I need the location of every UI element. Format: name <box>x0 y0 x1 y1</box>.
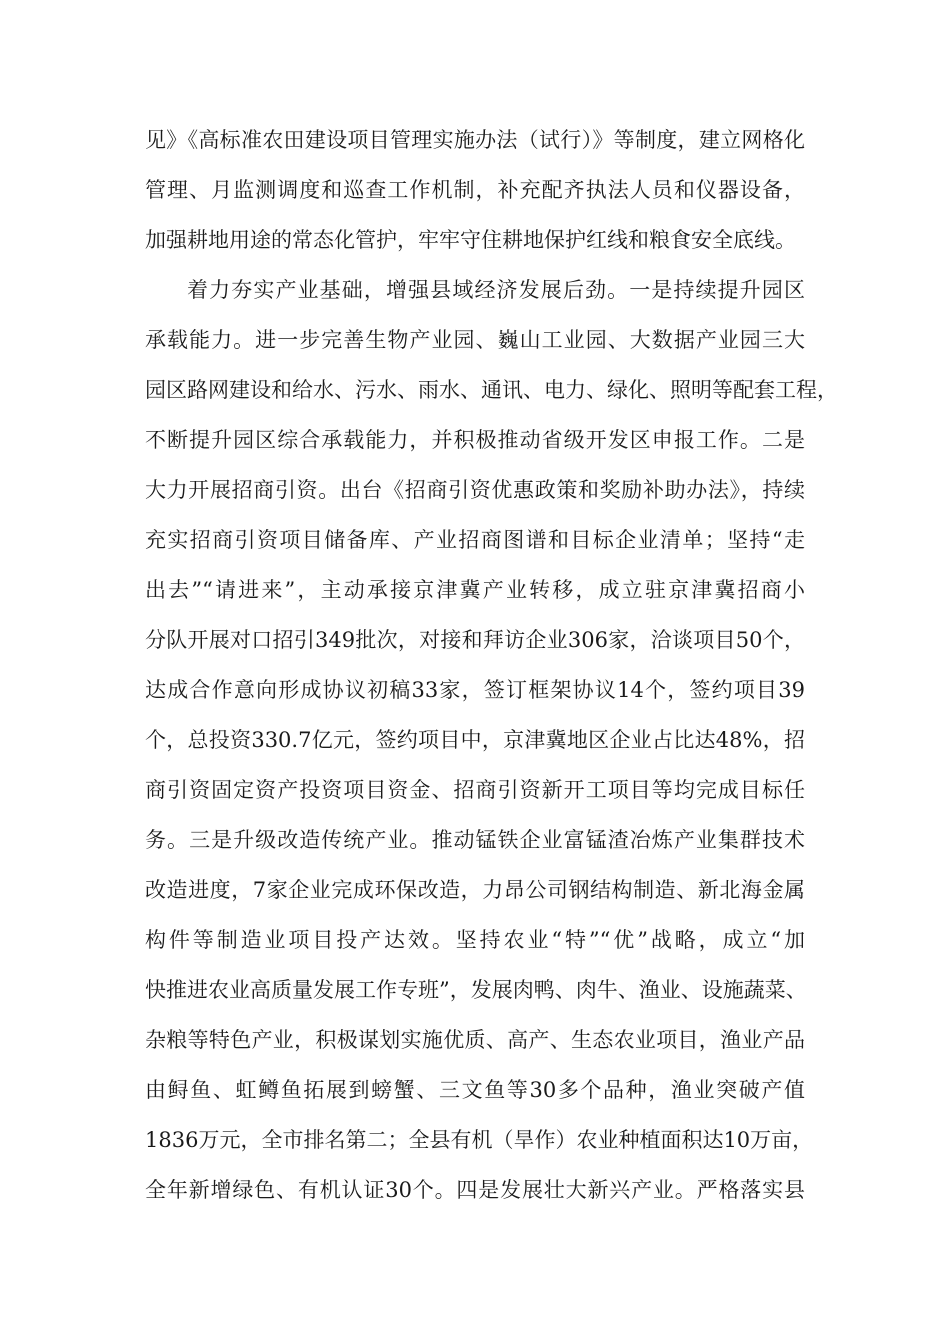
text-line: 大力开展招商引资。出台《招商引资优惠政策和奖励补助办法》，持续 <box>145 478 805 502</box>
text-line: 不断提升园区综合承载能力，并积极推动省级开发区申报工作。二是 <box>145 428 805 452</box>
text-line: 商引资固定资产投资项目资金、招商引资新开工项目等均完成目标任 <box>145 778 805 802</box>
text-line: 见》《高标准农田建设项目管理实施办法（试行）》等制度，建立网格化 <box>145 128 805 152</box>
text-line: 加强耕地用途的常态化管护，牢牢守住耕地保护红线和粮食安全底线。 <box>145 228 796 252</box>
text-line: 由鲟鱼、虹鳟鱼拓展到螃蟹、三文鱼等30多个品种，渔业突破产值 <box>145 1078 805 1102</box>
text-line: 个，总投资330.7亿元，签约项目中，京津冀地区企业占比达48%，招 <box>145 728 805 752</box>
text-line: 全年新增绿色、有机认证30个。四是发展壮大新兴产业。严格落实县 <box>145 1178 805 1202</box>
text-line: 构件等制造业项目投产达效。坚持农业“特”“优”战略，成立“加 <box>145 928 805 952</box>
text-line: 承载能力。进一步完善生物产业园、巍山工业园、大数据产业园三大 <box>145 328 805 352</box>
text-line: 充实招商引资项目储备库、产业招商图谱和目标企业清单；坚持“走 <box>145 528 805 552</box>
text-line: 管理、月监测调度和巡查工作机制，补充配齐执法人员和仪器设备， <box>145 178 805 202</box>
text-line: 分队开展对口招引349批次，对接和拜访企业306家，洽谈项目50个， <box>145 628 805 652</box>
text-line: 1836万元，全市排名第二；全县有机（旱作）农业种植面积达10万亩， <box>145 1128 814 1152</box>
paragraph-first-line: 着力夯实产业基础，增强县域经济发展后劲。一是持续提升园区 <box>187 278 805 302</box>
text-line: 务。三是升级改造传统产业。推动锰铁企业富锰渣冶炼产业集群技术 <box>145 828 805 852</box>
text-line: 园区路网建设和给水、污水、雨水、通讯、电力、绿化、照明等配套工程， <box>145 378 838 402</box>
text-line: 快推进农业高质量发展工作专班”，发展肉鸭、肉牛、渔业、设施蔬菜、 <box>145 978 807 1002</box>
text-line: 达成合作意向形成协议初稿33家，签订框架协议14个，签约项目39 <box>145 678 805 702</box>
text-line: 出去”“请进来”，主动承接京津冀产业转移，成立驻京津冀招商小 <box>145 578 805 602</box>
text-line: 改造进度，7家企业完成环保改造，力昂公司钢结构制造、新北海金属 <box>145 878 805 902</box>
text-line: 杂粮等特色产业，积极谋划实施优质、高产、生态农业项目，渔业产品 <box>145 1028 805 1052</box>
